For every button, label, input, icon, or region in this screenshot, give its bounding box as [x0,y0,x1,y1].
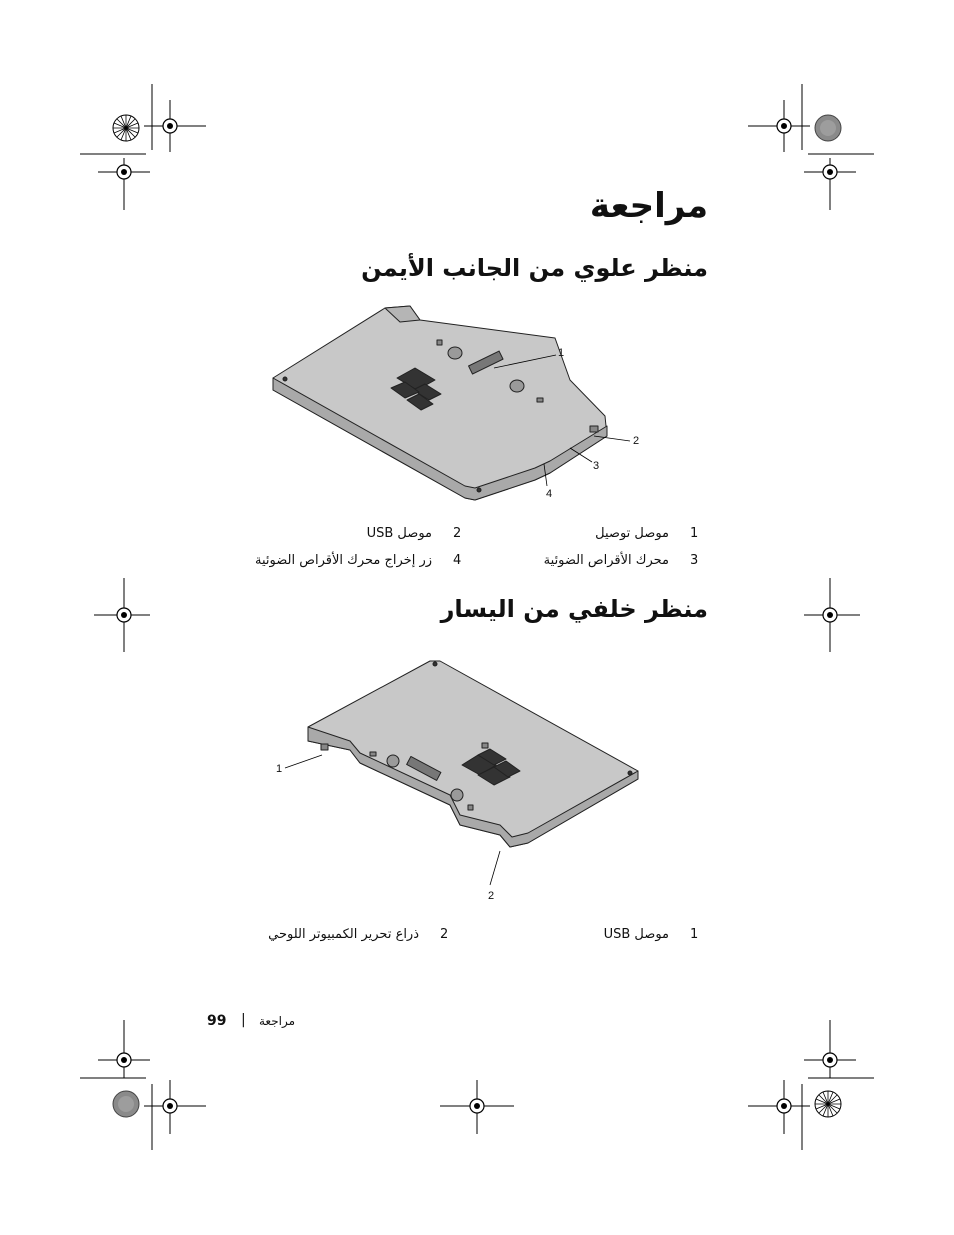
legend-4-number: 4 [453,553,462,568]
legend-4-label: زر إخراج محرك الأقراص الضوئية [255,553,432,568]
callout-1: 1 [558,347,565,359]
legend-back-2-label: ذراع تحرير الكمبيوتر اللوحي [268,927,419,942]
legend-back-2-number: 2 [440,927,449,942]
legend-3-label: محرك الأقراص الضوئية [543,553,669,568]
legend-1-number: 1 [690,526,699,541]
callout-2: 2 [633,435,640,447]
legend-2-label: موصل USB [366,526,432,541]
section-1-callout-lines [480,340,650,510]
footer-running-title: مراجعة [259,1014,296,1028]
chapter-title: مراجعة [589,186,708,226]
callout-2-back: 2 [488,890,495,902]
callout-1-back: 1 [276,763,283,775]
section-title-left-back-view: منظر خلفي من اليسار [440,595,708,623]
legend-1-label: موصل توصيل [595,526,669,541]
footer-separator: | [241,1012,246,1028]
callout-3: 3 [593,460,600,472]
section-2-callout-lines [280,745,520,895]
legend-3-number: 3 [690,553,699,568]
section-title-right-top-view: منظر علوي من الجانب الأيمن [361,254,708,282]
callout-4: 4 [546,488,553,500]
legend-back-1-number: 1 [690,927,699,942]
page-number: 99 [207,1013,227,1029]
legend-back-1-label: موصل USB [603,927,669,942]
legend-2-number: 2 [453,526,462,541]
